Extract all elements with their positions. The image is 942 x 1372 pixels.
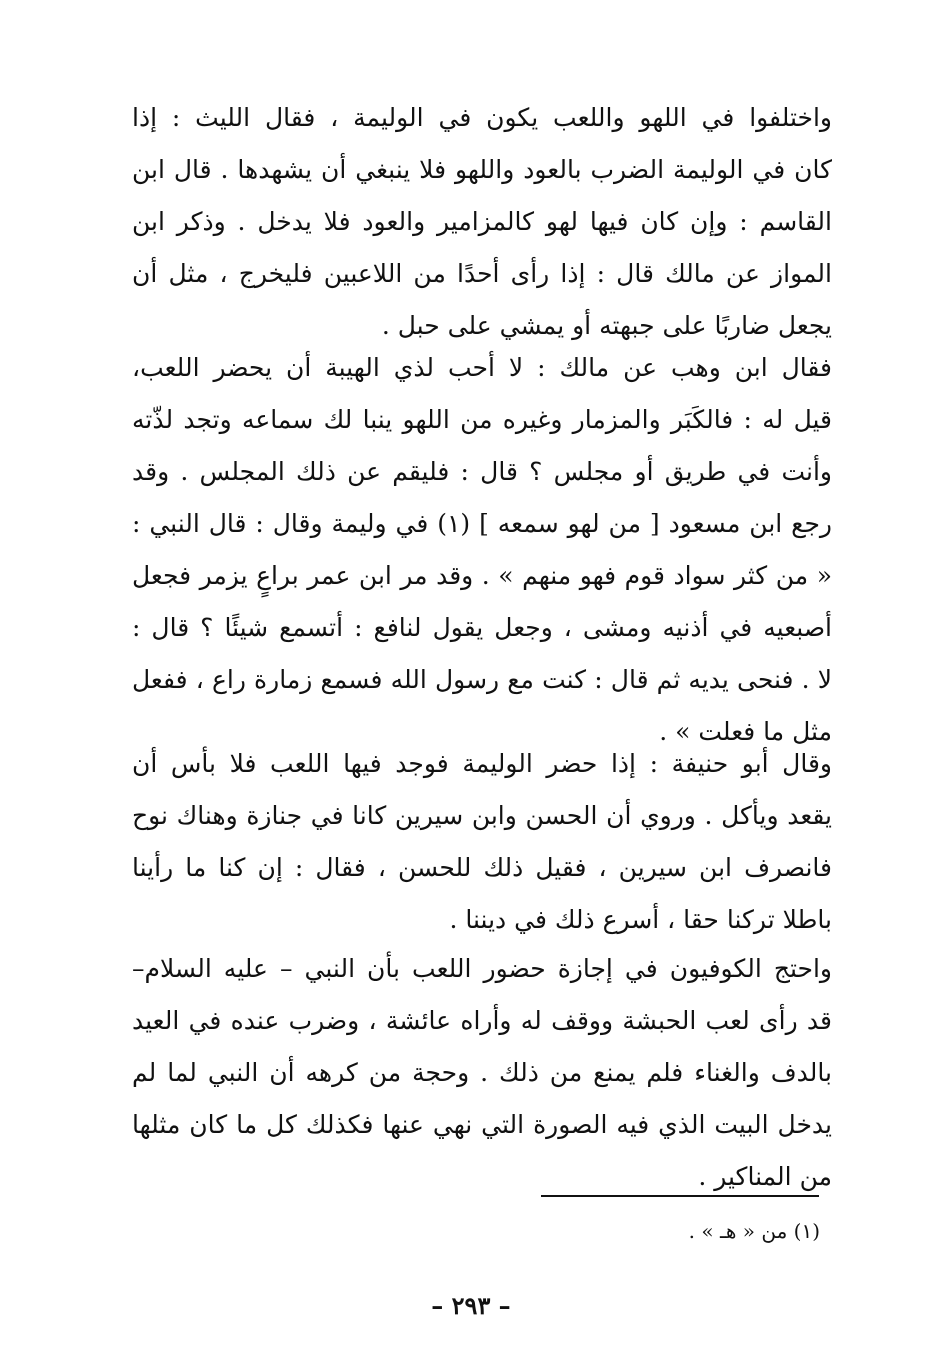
text-line: القاسم : وإن كان فيها لهو كالمزامير والعود فلا يدخل . وذكر ابن bbox=[132, 207, 832, 236]
text-line: يجعل ضاربًا على جبهته أو يمشي على حبل . bbox=[381, 311, 832, 340]
text-line: رجع ابن مسعود [ من لهو سمعه ] (١) في وليمة وقال : قال النبي : bbox=[132, 509, 832, 538]
page-number: – ٢٩٣ – bbox=[431, 1291, 511, 1320]
text-line: وأنت في طريق أو مجلس ؟ قال : فليقم عن ذلك المجلس . وقد bbox=[132, 457, 832, 486]
paragraph-3 bbox=[132, 738, 832, 946]
text-line: فانصرف ابن سيرين ، فقيل ذلك للحسن ، فقال : إن كنا ما رأينا bbox=[132, 853, 832, 882]
paragraph-4 bbox=[132, 943, 832, 1203]
text-line: مثل ما فعلت » . bbox=[659, 717, 832, 746]
text-line: المواز عن مالك قال : إذا رأى أحدًا من اللاعبين فليخرج ، مثل أن bbox=[132, 259, 832, 288]
text-line: وقال أبو حنيفة : إذا حضر الوليمة فوجد فيها اللعب فلا بأس أن bbox=[132, 749, 832, 778]
footnote: (١) من « هـ » . bbox=[688, 1219, 820, 1243]
text-line: « من كثر سواد قوم فهو منهم » . وقد مر ابن عمر براعٍ يزمر فجعل bbox=[132, 561, 832, 590]
text-line: أصبعيه في أذنيه ومشى ، وجعل يقول لنافع : أتسمع شيئًا ؟ قال : bbox=[132, 613, 832, 642]
paragraph-1 bbox=[132, 92, 832, 352]
text-line: لا . فنحى يديه ثم قال : كنت مع رسول الله فسمع زمارة راع ، ففعل bbox=[132, 665, 832, 694]
text-line: يدخل البيت الذي فيه الصورة التي نهي عنها فكذلك كل ما كان مثلها bbox=[132, 1110, 832, 1139]
text-line: بالدف والغناء فلم يمنع من ذلك . وحجة من كرهه أن النبي لما لم bbox=[132, 1058, 832, 1087]
text-line: من المناكير . bbox=[698, 1162, 832, 1191]
footnote-divider bbox=[541, 1195, 819, 1197]
paragraph-2 bbox=[132, 342, 832, 758]
text-line: قيل له : فالكَبَر والمزمار وغيره من اللهو ينبا لك سماعه وتجد لذّته bbox=[132, 405, 832, 434]
text-line: باطلا تركنا حقا ، أسرع ذلك في ديننا . bbox=[449, 905, 832, 934]
text-line: فقال ابن وهب عن مالك : لا أحب لذي الهيبة أن يحضر اللعب، bbox=[132, 353, 832, 382]
text-line: يقعد ويأكل . وروي أن الحسن وابن سيرين كانا في جنازة وهناك نوح bbox=[132, 801, 832, 830]
text-line: قد رأى لعب الحبشة ووقف له وأراه عائشة ، وضرب عنده في العيد bbox=[132, 1006, 832, 1035]
text-line: واختلفوا في اللهو واللعب يكون في الوليمة ، فقال الليث : إذا bbox=[132, 103, 832, 132]
text-line: كان في الوليمة الضرب بالعود واللهو فلا ينبغي أن يشهدها . قال ابن bbox=[132, 155, 832, 184]
text-line: واحتج الكوفيون في إجازة حضور اللعب بأن النبي – عليه السلام– bbox=[132, 954, 832, 983]
